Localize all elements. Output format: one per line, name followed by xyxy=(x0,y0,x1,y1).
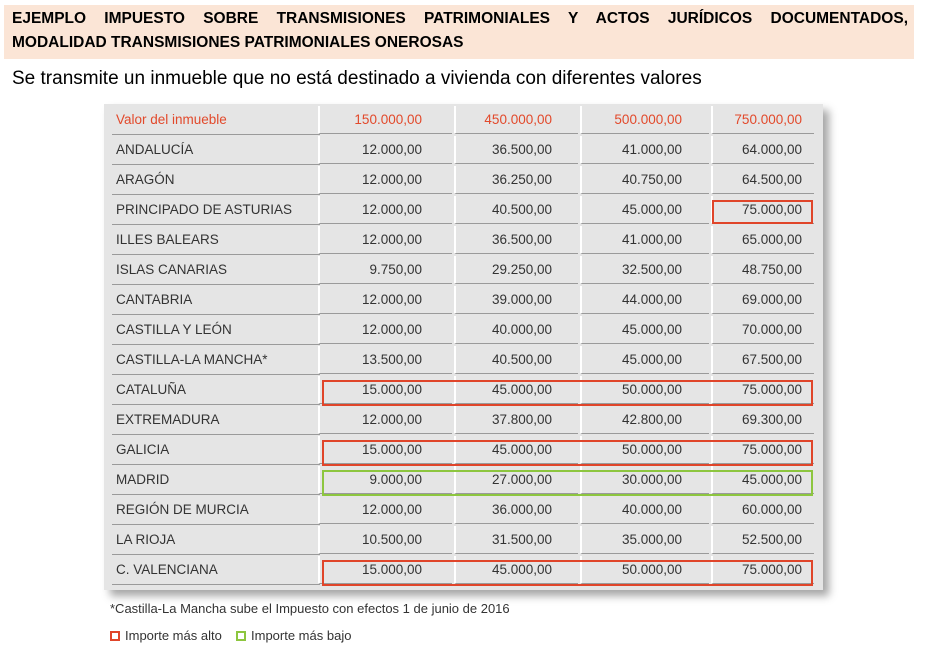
legend-low-label: Importe más bajo xyxy=(251,628,352,643)
tax-amount: 64.500,00 xyxy=(711,166,814,194)
table-row xyxy=(104,466,823,496)
tax-amount: 10.500,00 xyxy=(318,526,452,554)
region-name: LA RIOJA xyxy=(112,526,320,555)
table-header-row xyxy=(104,106,823,136)
tax-amount: 65.000,00 xyxy=(711,226,814,254)
tax-amount: 45.000,00 xyxy=(454,376,578,404)
region-name: ANDALUCÍA xyxy=(112,136,320,165)
tax-amount: 45.000,00 xyxy=(454,556,578,584)
tax-amount: 67.500,00 xyxy=(711,346,814,374)
region-name: CASTILLA-LA MANCHA* xyxy=(112,346,320,375)
tax-amount: 69.000,00 xyxy=(711,286,814,314)
tax-amount: 40.500,00 xyxy=(454,196,578,224)
tax-amount: 75.000,00 xyxy=(711,196,814,224)
tax-amount: 48.750,00 xyxy=(711,256,814,284)
region-name: EXTREMADURA xyxy=(112,406,320,435)
header-cell: Valor del inmueble xyxy=(112,106,320,135)
table-row xyxy=(104,346,823,376)
tax-amount: 45.000,00 xyxy=(711,466,814,494)
table-row xyxy=(104,436,823,466)
tax-amount: 12.000,00 xyxy=(318,496,452,524)
tax-amount: 75.000,00 xyxy=(711,376,814,404)
tax-amount: 37.800,00 xyxy=(454,406,578,434)
legend-high-label: Importe más alto xyxy=(125,628,222,643)
footnote: *Castilla-La Mancha sube el Impuesto con efectos 1 de junio de 2016 xyxy=(110,601,510,616)
tax-amount: 70.000,00 xyxy=(711,316,814,344)
legend-low-swatch xyxy=(236,631,246,641)
table-row xyxy=(104,256,823,286)
tax-amount: 35.000,00 xyxy=(580,526,709,554)
tax-amount: 50.000,00 xyxy=(580,556,709,584)
table-row xyxy=(104,166,823,196)
tax-table xyxy=(104,104,823,590)
tax-amount: 29.250,00 xyxy=(454,256,578,284)
table-row xyxy=(104,526,823,556)
tax-amount: 75.000,00 xyxy=(711,436,814,464)
region-name: REGIÓN DE MURCIA xyxy=(112,496,320,525)
tax-amount: 45.000,00 xyxy=(580,346,709,374)
table-row xyxy=(104,556,823,586)
tax-amount: 36.250,00 xyxy=(454,166,578,194)
table-row xyxy=(104,226,823,256)
tax-amount: 9.000,00 xyxy=(318,466,452,494)
tax-amount: 36.500,00 xyxy=(454,136,578,164)
table-row xyxy=(104,316,823,346)
region-name: GALICIA xyxy=(112,436,320,465)
tax-amount: 50.000,00 xyxy=(580,376,709,404)
tax-amount: 69.300,00 xyxy=(711,406,814,434)
tax-amount: 50.000,00 xyxy=(580,436,709,464)
tax-amount: 40.000,00 xyxy=(580,496,709,524)
region-name: CASTILLA Y LEÓN xyxy=(112,316,320,345)
tax-amount: 12.000,00 xyxy=(318,196,452,224)
tax-amount: 30.000,00 xyxy=(580,466,709,494)
table-row xyxy=(104,496,823,526)
header-cell: 750.000,00 xyxy=(711,106,814,134)
tax-amount: 39.000,00 xyxy=(454,286,578,314)
region-name: ARAGÓN xyxy=(112,166,320,195)
region-name: ISLAS CANARIAS xyxy=(112,256,320,285)
tax-amount: 15.000,00 xyxy=(318,556,452,584)
tax-amount: 36.000,00 xyxy=(454,496,578,524)
tax-amount: 27.000,00 xyxy=(454,466,578,494)
tax-amount: 41.000,00 xyxy=(580,226,709,254)
region-name: PRINCIPADO DE ASTURIAS xyxy=(112,196,320,225)
tax-amount: 15.000,00 xyxy=(318,436,452,464)
tax-amount: 75.000,00 xyxy=(711,556,814,584)
region-name: CANTABRIA xyxy=(112,286,320,315)
tax-amount: 64.000,00 xyxy=(711,136,814,164)
table-row xyxy=(104,376,823,406)
tax-amount: 45.000,00 xyxy=(580,196,709,224)
header-cell: 150.000,00 xyxy=(318,106,452,134)
region-name: ILLES BALEARS xyxy=(112,226,320,255)
tax-amount: 12.000,00 xyxy=(318,136,452,164)
table-row xyxy=(104,136,823,166)
table-row xyxy=(104,196,823,226)
tax-amount: 44.000,00 xyxy=(580,286,709,314)
legend-high-swatch xyxy=(110,631,120,641)
region-name: CATALUÑA xyxy=(112,376,320,405)
tax-amount: 12.000,00 xyxy=(318,406,452,434)
title-line-2: MODALIDAD TRANSMISIONES PATRIMONIALES ONEROSAS xyxy=(12,34,464,51)
header-cell: 500.000,00 xyxy=(580,106,709,134)
legend-low xyxy=(236,628,351,643)
legend-high xyxy=(110,628,222,643)
table-row xyxy=(104,406,823,436)
tax-amount: 31.500,00 xyxy=(454,526,578,554)
tax-amount: 40.000,00 xyxy=(454,316,578,344)
tax-amount: 45.000,00 xyxy=(580,316,709,344)
tax-amount: 52.500,00 xyxy=(711,526,814,554)
tax-amount: 42.800,00 xyxy=(580,406,709,434)
tax-amount: 12.000,00 xyxy=(318,166,452,194)
tax-amount: 40.750,00 xyxy=(580,166,709,194)
tax-amount: 9.750,00 xyxy=(318,256,452,284)
title-box xyxy=(4,5,914,59)
tax-amount: 12.000,00 xyxy=(318,316,452,344)
tax-amount: 12.000,00 xyxy=(318,286,452,314)
tax-amount: 60.000,00 xyxy=(711,496,814,524)
tax-amount: 32.500,00 xyxy=(580,256,709,284)
tax-amount: 40.500,00 xyxy=(454,346,578,374)
subtitle: Se transmite un inmueble que no está destinado a vivienda con diferentes valores xyxy=(12,68,702,89)
tax-amount: 12.000,00 xyxy=(318,226,452,254)
tax-amount: 15.000,00 xyxy=(318,376,452,404)
tax-amount: 45.000,00 xyxy=(454,436,578,464)
region-name: C. VALENCIANA xyxy=(112,556,320,585)
header-cell: 450.000,00 xyxy=(454,106,578,134)
tax-amount: 13.500,00 xyxy=(318,346,452,374)
title-line-1: EJEMPLO IMPUESTO SOBRE TRANSMISIONES PATRIMONIALES Y ACTOS JURÍDICOS DOCUMENTADOS, xyxy=(12,10,908,27)
tax-amount: 41.000,00 xyxy=(580,136,709,164)
region-name: MADRID xyxy=(112,466,320,495)
tax-amount: 36.500,00 xyxy=(454,226,578,254)
table-row xyxy=(104,286,823,316)
